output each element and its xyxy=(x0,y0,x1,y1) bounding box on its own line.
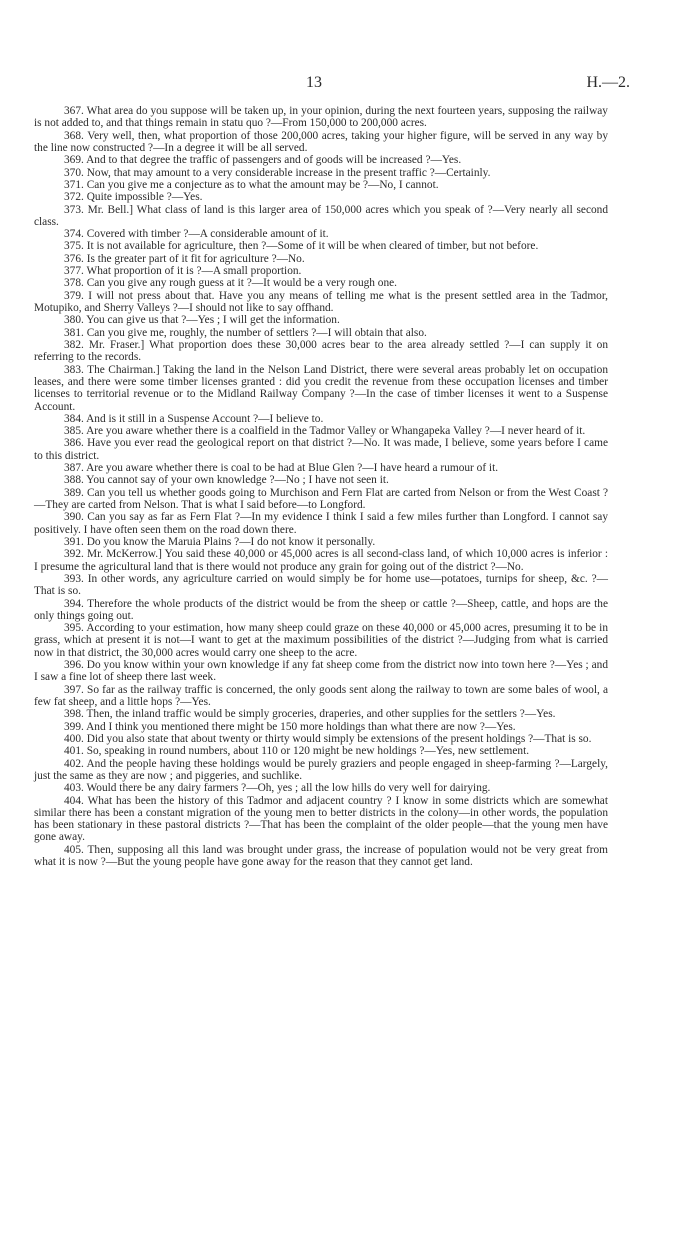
question-paragraph xyxy=(34,844,608,869)
question-text: And I think you mentioned there might be 150 more holdings than what there are now ?—Yes. xyxy=(86,720,516,733)
question-text: Mr. Bell.] What class of land is this larger area of 150,000 acres which you speak of ?—Very nearly all second class. xyxy=(34,203,609,228)
question-paragraph xyxy=(34,130,608,155)
question-paragraph xyxy=(34,536,608,548)
question-paragraph xyxy=(34,228,608,240)
question-paragraph xyxy=(34,622,608,659)
question-paragraph xyxy=(34,795,608,844)
question-text: So, speaking in round numbers, about 110 or 120 might be new holdings ?—Yes, new settlement. xyxy=(86,745,530,758)
question-paragraph xyxy=(34,721,608,733)
question-text: According to your estimation, how many sheep could graze on these 40,000 or 45,000 acres, presuming it to be in grass, which at present it is not—I want to get at the maximum possibilities of the district ?—Judging from what is carried now in that district, the 30,000 acres would carry one sheep to the acre. xyxy=(34,622,608,659)
question-number: 385. xyxy=(64,425,84,438)
question-text: Then, the inland traffic would be simply groceries, draperies, and other supplies for the settlers ?—Yes. xyxy=(86,708,556,721)
question-text: Now, that may amount to a very considerable increase in the present traffic ?—Certainly. xyxy=(86,166,491,179)
question-number: 379. xyxy=(64,289,84,302)
question-number: 378. xyxy=(64,277,84,290)
question-paragraph xyxy=(34,659,608,684)
question-text: Did you also state that about twenty or thirty would simply be extensions of the present holdings ?—That is so. xyxy=(86,732,592,745)
question-number: 382. xyxy=(64,338,84,351)
question-paragraph xyxy=(34,425,608,437)
question-text: Mr. McKerrow.] You said these 40,000 or 45,000 acres is all second-class land, of which 10,000 acres is inferior : I presume the agricultural land that is there would not produce any grain for going out of the district ?—No. xyxy=(34,548,608,573)
question-number: 387. xyxy=(64,462,84,475)
question-number: 369. xyxy=(64,154,84,167)
question-number: 396. xyxy=(64,659,84,672)
question-number: 377. xyxy=(64,265,84,278)
question-paragraph xyxy=(34,413,608,425)
question-paragraph xyxy=(34,253,608,265)
question-text: Can you tell us whether goods going to Murchison and Fern Flat are carted from Nelson or from the West Coast ?—They are carted from Nelson. That is what I said before—to Longford. xyxy=(34,486,609,511)
question-text: So far as the railway traffic is concerned, the only goods sent along the railway to town are some bales of wool, a few fat sheep, and a little hops ?—Yes. xyxy=(34,683,609,708)
question-paragraph xyxy=(34,277,608,289)
question-text: Can you give me a conjecture as to what the amount may be ?—No, I cannot. xyxy=(86,178,439,191)
question-number: 384. xyxy=(64,412,84,425)
question-paragraph xyxy=(34,684,608,709)
question-number: 391. xyxy=(64,535,84,548)
question-text: What has been the history of this Tadmor and adjacent country ? I know in some districts which are somewhat similar there has been a constant migration of the young men to better districts in the colony—in other words, the population has been stationary in these pastoral districts ?—That has been the complaint of the older people—that the young men have gone away. xyxy=(34,794,608,844)
question-text: Have you ever read the geological report on that district ?—No. It was made, I believe, some years before I came to this district. xyxy=(34,437,608,462)
question-number: 372. xyxy=(64,191,84,204)
question-text: And is it still in a Suspense Account ?—I believe to. xyxy=(86,412,324,425)
question-paragraph xyxy=(34,290,608,315)
question-number: 397. xyxy=(64,683,84,696)
question-number: 388. xyxy=(64,474,84,487)
question-number: 373. xyxy=(64,203,84,216)
question-number: 405. xyxy=(64,843,84,856)
question-paragraph xyxy=(34,364,608,413)
question-number: 399. xyxy=(64,720,84,733)
page-header xyxy=(0,74,700,94)
question-text: In other words, any agriculture carried on would simply be for home use—potatoes, turnips for sheep, &c. ?—That is so. xyxy=(34,572,608,598)
question-number: 371. xyxy=(64,178,84,191)
question-text: The Chairman.] Taking the land in the Nelson Land District, there were several areas probably let on occupation leases, and there were some timber licenses granted : did you credit the revenue from these occupation licenses and timber licenses to territorial revenue or to the Midland Railway Company ?—In the case of timber licenses it went to a Suspense Account. xyxy=(34,363,608,413)
document-reference: H.—2. xyxy=(586,74,630,91)
question-number: 368. xyxy=(64,129,84,142)
question-text: And the people having these holdings would be purely graziers and people engaged in sheep-farming ?—Largely, just the same as they are now ; and piggeries, and suchlike. xyxy=(34,757,608,782)
question-paragraph xyxy=(34,314,608,326)
question-paragraph xyxy=(34,191,608,203)
question-text: What proportion of it is ?—A small proportion. xyxy=(86,265,302,278)
question-paragraph xyxy=(34,105,608,130)
question-text: What area do you suppose will be taken up, in your opinion, during the next fourteen years, supposing the railway is not added to, and that things remain in statu quo ?—From 150,000 to 200,000 acres. xyxy=(34,105,608,130)
question-paragraph xyxy=(34,758,608,783)
question-paragraph xyxy=(34,745,608,757)
question-number: 403. xyxy=(64,782,84,795)
question-paragraph xyxy=(34,573,608,598)
question-paragraph xyxy=(34,598,608,623)
question-paragraph xyxy=(34,437,608,462)
question-number: 390. xyxy=(64,511,84,524)
question-number: 375. xyxy=(64,240,84,253)
question-number: 393. xyxy=(64,572,84,585)
question-text: Therefore the whole products of the district would be from the sheep or cattle ?—Sheep, cattle, and hops are the only things going out. xyxy=(34,597,608,622)
question-paragraph xyxy=(34,265,608,277)
question-text: And to that degree the traffic of passengers and of goods will be increased ?—Yes. xyxy=(86,154,462,167)
question-text: I will not press about that. Have you any means of telling me what is the present settled area in the Tadmor, Motupiko, and Sherry Valleys ?—I should not like to say offhand. xyxy=(34,289,608,314)
question-paragraph xyxy=(34,708,608,720)
question-text: Quite impossible ?—Yes. xyxy=(86,191,203,204)
question-text: Can you say as far as Fern Flat ?—In my evidence I think I said a few miles further than Longford. I cannot say positively. I have often seen them on the road down there. xyxy=(34,511,609,536)
question-text: Covered with timber ?—A considerable amount of it. xyxy=(86,228,329,241)
question-text: Do you know the Maruia Plains ?—I do not know it personally. xyxy=(86,535,376,548)
question-number: 386. xyxy=(64,437,84,450)
question-paragraph xyxy=(34,179,608,191)
question-text: Can you give any rough guess at it ?—It would be a very rough one. xyxy=(86,277,398,290)
question-paragraph xyxy=(34,204,608,229)
question-number: 383. xyxy=(64,363,84,376)
question-paragraph xyxy=(34,511,608,536)
question-paragraph xyxy=(34,462,608,474)
question-text: Is the greater part of it fit for agriculture ?—No. xyxy=(86,252,305,265)
question-number: 400. xyxy=(64,732,84,745)
question-paragraph xyxy=(34,339,608,364)
question-text: You cannot say of your own knowledge ?—No ; I have not seen it. xyxy=(86,474,389,487)
question-paragraph xyxy=(34,240,608,252)
question-paragraph xyxy=(34,782,608,794)
question-text: You can give us that ?—Yes ; I will get the information. xyxy=(86,314,340,327)
question-number: 376. xyxy=(64,252,84,265)
question-number: 392. xyxy=(64,548,84,561)
question-text: Then, supposing all this land was brought under grass, the increase of population would not be very great from what it is now ?—But the young people have gone away for the reason that they cannot get land. xyxy=(34,843,608,869)
question-number: 402. xyxy=(64,757,84,770)
question-number: 401. xyxy=(64,745,84,758)
question-number: 380. xyxy=(64,314,84,327)
question-text: Very well, then, what proportion of those 200,000 acres, taking your higher figure, will be served in any way by the line now constructed ?—In a degree it will be all served. xyxy=(34,129,608,154)
question-number: 404. xyxy=(64,794,84,807)
question-number: 370. xyxy=(64,166,84,179)
question-number: 367. xyxy=(64,105,84,117)
question-paragraph xyxy=(34,548,608,573)
evidence-body xyxy=(34,105,608,868)
question-number: 398. xyxy=(64,708,84,721)
page-number: 13 xyxy=(306,74,322,91)
question-text: Are you aware whether there is coal to be had at Blue Glen ?—I have heard a rumour of it. xyxy=(86,462,499,475)
question-text: Are you aware whether there is a coalfield in the Tadmor Valley or Whangapeka Valley ?—I never heard of it. xyxy=(86,425,586,438)
question-number: 381. xyxy=(64,326,84,339)
question-number: 394. xyxy=(64,597,84,610)
question-paragraph xyxy=(34,474,608,486)
question-text: It is not available for agriculture, then ?—Some of it will be when cleared of timber, but not before. xyxy=(86,240,539,253)
question-number: 374. xyxy=(64,228,84,241)
question-text: Can you give me, roughly, the number of settlers ?—I will obtain that also. xyxy=(86,326,427,339)
question-paragraph xyxy=(34,154,608,166)
question-number: 395. xyxy=(64,622,84,635)
question-paragraph xyxy=(34,167,608,179)
question-paragraph xyxy=(34,487,608,512)
question-number: 389. xyxy=(64,486,84,499)
question-text: Do you know within your own knowledge if any fat sheep come from the district now into town here ?—Yes ; and I saw a fine lot of sheep there last week. xyxy=(34,659,608,684)
question-text: Would there be any dairy farmers ?—Oh, yes ; all the low hills do very well for dairying. xyxy=(86,782,491,795)
question-paragraph xyxy=(34,733,608,745)
question-paragraph xyxy=(34,327,608,339)
question-text: Mr. Fraser.] What proportion does these 30,000 acres bear to the area already settled ?—I can supply it on referring to the records. xyxy=(34,338,609,364)
